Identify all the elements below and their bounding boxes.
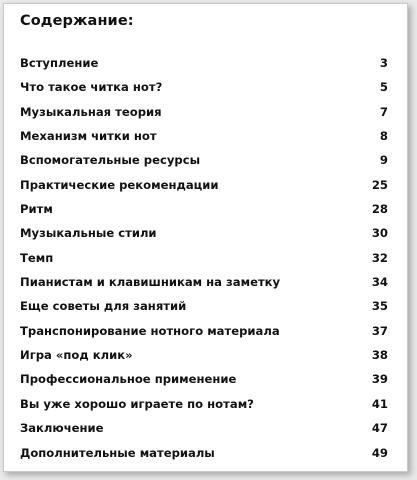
table-of-contents — [4, 53, 407, 467]
toc-entry-title: Вспомогательные ресурсы — [20, 153, 201, 168]
toc-entry-page-number: 28 — [371, 202, 388, 217]
toc-entry-title: Музыкальная теория — [20, 104, 162, 119]
toc-entry — [4, 199, 407, 223]
toc-entry — [4, 394, 407, 418]
toc-entry-page-number: 5 — [379, 80, 388, 95]
toc-entry-title: Темп — [20, 250, 54, 265]
toc-entry-title: Еще советы для занятий — [20, 299, 187, 314]
toc-entry — [4, 53, 407, 77]
toc-entry-page-number: 25 — [371, 177, 388, 192]
toc-entry — [4, 150, 407, 174]
toc-entry-title: Механизм читки нот — [20, 129, 157, 144]
toc-entry-page-number: 38 — [371, 348, 388, 363]
toc-entry — [4, 223, 407, 247]
toc-entry — [4, 126, 407, 150]
toc-entry — [4, 102, 407, 126]
toc-entry-title: Профессиональное применение — [20, 372, 237, 387]
toc-entry — [4, 175, 407, 199]
toc-entry-page-number: 41 — [371, 396, 388, 411]
toc-entry — [4, 77, 407, 101]
toc-entry-page-number: 32 — [371, 250, 388, 265]
toc-entry — [4, 296, 407, 320]
toc-entry-page-number: 8 — [379, 129, 388, 144]
toc-entry — [4, 345, 407, 369]
toc-entry — [4, 418, 407, 442]
toc-entry-page-number: 37 — [371, 323, 388, 338]
toc-entry-page-number: 35 — [371, 299, 388, 314]
toc-entry-title: Пианистам и клавишникам на заметку — [20, 275, 281, 290]
toc-entry-page-number: 3 — [379, 56, 388, 70]
toc-entry-page-number: 34 — [371, 275, 388, 290]
toc-entry-page-number: 39 — [371, 372, 388, 387]
toc-entry — [4, 248, 407, 272]
toc-entry — [4, 272, 407, 296]
toc-entry — [4, 443, 407, 467]
toc-entry-page-number: 7 — [379, 104, 388, 119]
toc-entry-title: Что такое читка нот? — [20, 80, 163, 95]
page-title: Содержание: — [20, 13, 134, 29]
toc-entry-title: Вы уже хорошо играете по нотам? — [20, 396, 254, 411]
toc-entry-title: Вступление — [20, 56, 99, 70]
toc-entry — [4, 369, 407, 393]
toc-entry-title: Ритм — [20, 202, 53, 217]
toc-entry — [4, 321, 407, 345]
toc-entry-title: Заключение — [20, 421, 104, 436]
toc-entry-title: Дополнительные материалы — [20, 445, 215, 460]
toc-entry-page-number: 47 — [371, 421, 388, 436]
toc-entry-page-number: 9 — [379, 153, 388, 168]
toc-entry-title: Практические рекомендации — [20, 177, 219, 192]
toc-entry-page-number: 30 — [371, 226, 388, 241]
toc-entry-title: Транспонирование нотного материала — [20, 323, 280, 338]
toc-entry-title: Игра «под клик» — [20, 348, 133, 363]
toc-entry-title: Музыкальные стили — [20, 226, 157, 241]
document-page — [3, 3, 408, 472]
toc-entry-page-number: 49 — [371, 445, 388, 460]
